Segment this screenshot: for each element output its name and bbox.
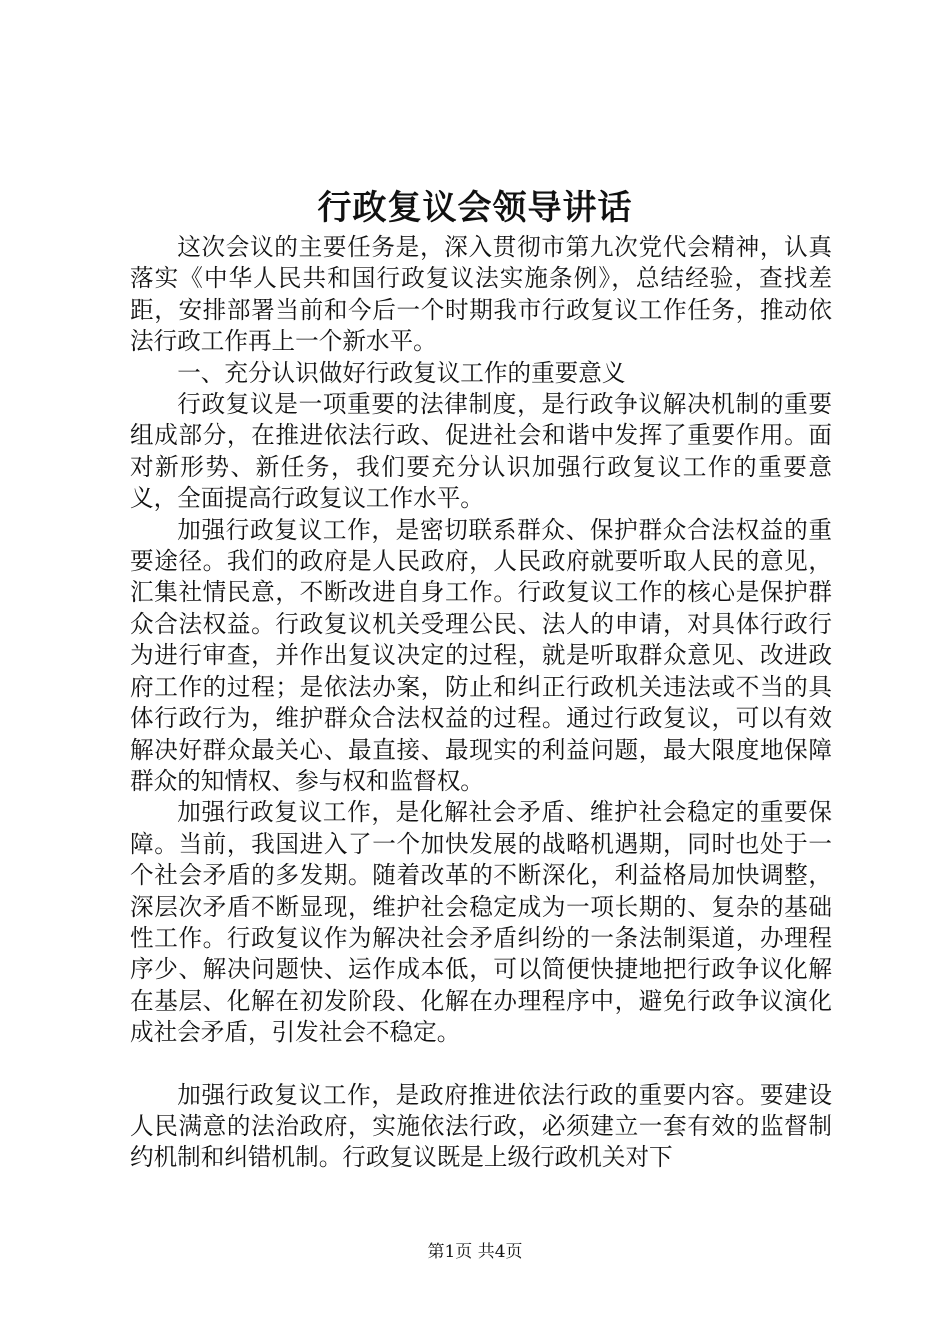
page-footer: 第1页 共4页 (427, 1242, 523, 1262)
section-heading: 一、充分认识做好行政复议工作的重要意义 (177, 358, 626, 387)
paragraph: 加强行政复议工作，是密切联系群众、保护群众合法权益的重要途径。我们的政府是人民政府，人民政府就要听取人民的意见，汇集社情民意，不断改进自身工作。行政复议工作的核心是保护群众合法权益。行政复议机关受理公民、法人的申请，对具体行政行为进行审查，并作出复议决定的过程，就是听取群众意见、改进政府工作的过程；是依法办案，防止和纠正行政机关违法或不当的具体行政行为，维护群众合法权益的过程。通过行政复议，可以有效解决好群众最关心、最直接、最现实的利益问题，最大限度地保障群众的知情权、参与权和监督权。 (130, 515, 832, 795)
paragraph: 加强行政复议工作，是化解社会矛盾、维护社会稳定的重要保障。当前，我国进入了一个加快发展的战略机遇期，同时也处于一个社会矛盾的多发期。随着改革的不断深化，利益格局加快调整，深层次矛盾不断显现，维护社会稳定成为一项长期的、复杂的基础性工作。行政复议作为解决社会矛盾纠纷的一条法制渠道，办理程序少、解决问题快、运作成本低，可以简便快捷地把行政争议化解在基层、化解在初发阶段、化解在办理程序中，避免行政争议演化成社会矛盾，引发社会不稳定。 (130, 798, 832, 1047)
document-body (130, 232, 832, 1174)
paragraph-intro: 这次会议的主要任务是，深入贯彻市第九次党代会精神，认真落实《中华人民共和国行政复议法实施条例》，总结经验，查找差距，安排部署当前和今后一个时期我市行政复议工作任务，推动依法行政工作再上一个新水平。 (130, 233, 832, 356)
paragraph: 加强行政复议工作，是政府推进依法行政的重要内容。要建设人民满意的法治政府，实施依法行政，必须建立一套有效的监督制约机制和纠错机制。行政复议既是上级行政机关对下 (130, 1080, 832, 1172)
page-title: 行政复议会领导讲话 (317, 188, 633, 228)
paragraph: 行政复议是一项重要的法律制度，是行政争议解决机制的重要组成部分，在推进依法行政、促进社会和谐中发挥了重要作用。面对新形势、新任务，我们要充分认识加强行政复议工作的重要意义，全面提高行政复议工作水平。 (130, 390, 832, 513)
